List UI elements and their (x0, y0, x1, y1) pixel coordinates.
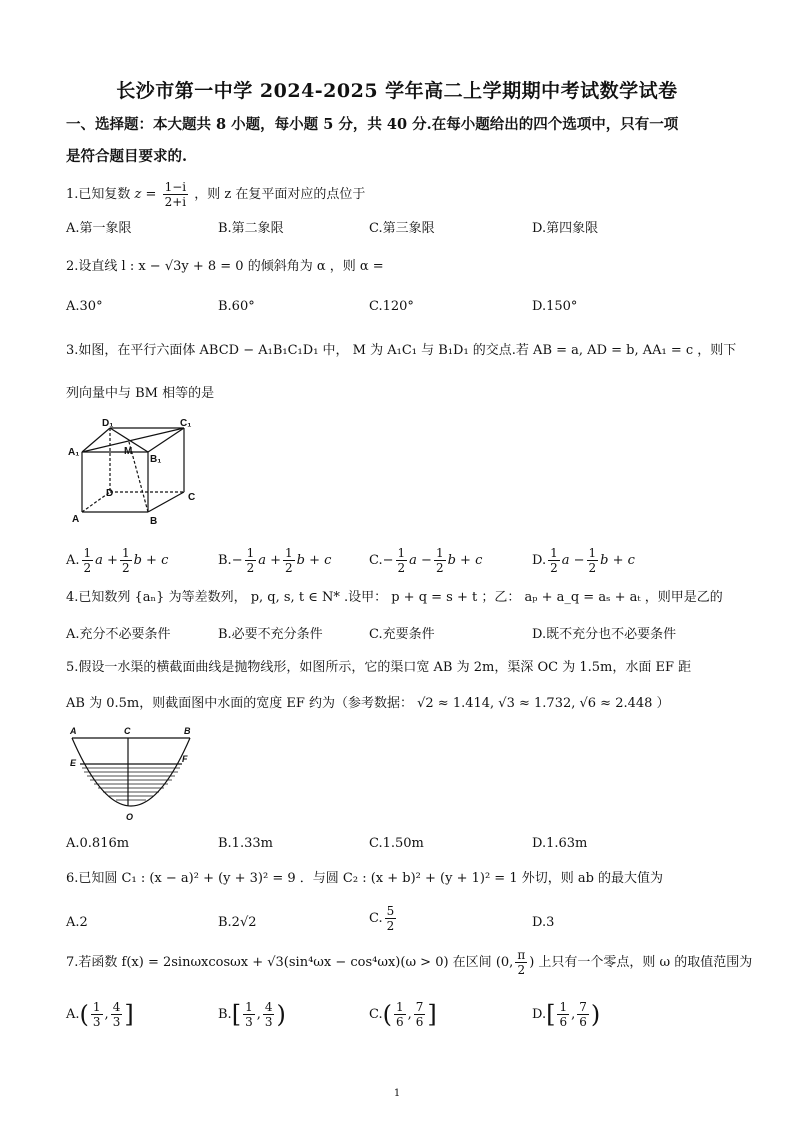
q3b-d1: 2 (246, 561, 255, 575)
q3-option-a[interactable] (66, 546, 168, 575)
q3d-frac2 (587, 546, 599, 575)
q3c-n1: 1 (397, 546, 406, 560)
q7b-open: [ (231, 1000, 242, 1029)
q2-option-a[interactable]: A.30° (66, 299, 103, 314)
q3c-prefix: C. (369, 553, 383, 568)
q6c-prefix: C. (369, 911, 383, 926)
q7d-prefix: D. (532, 1007, 547, 1022)
q7c-close: ] (427, 1000, 437, 1029)
q7-text-a: 7.若函数 f(x) = 2sinωxcosωx + √3(sin⁴ωx − cos⁴ωx)(ω > 0) 在区间 (66, 955, 492, 970)
q7a-open: ( (79, 1000, 89, 1029)
q7b-frac2 (263, 1000, 275, 1029)
q7a-n2: 4 (112, 1000, 121, 1014)
q3d-c2: b + c (600, 553, 635, 568)
section-heading-line1: 一、选择题：本大题共 8 小题，每小题 5 分，共 40 分.在每小题给出的四个选项中，只有一项 (66, 116, 679, 133)
q6-options (66, 904, 736, 940)
q3-option-b[interactable] (218, 546, 331, 575)
q4-option-a[interactable]: A.充分不必要条件 (66, 627, 171, 642)
q1-option-c[interactable]: C.第三象限 (369, 221, 435, 236)
q3d-d2: 2 (588, 561, 597, 575)
q5-option-c[interactable]: C.1.50m (369, 836, 424, 851)
q3a-n1: 1 (83, 546, 92, 560)
q7d-frac1 (557, 1000, 569, 1029)
question-1 (66, 180, 736, 209)
q3b-n2: 1 (285, 546, 293, 560)
q2-option-d[interactable]: D.150° (532, 299, 578, 314)
q7-option-a[interactable]: A.( $\frac{1}{3}$ , $\frac{4}{3}$ ] (66, 1000, 134, 1029)
question-5-line1: 5.假设一水渠的横截面曲线是抛物线形，如图所示，它的渠口宽 AB 为 2m，渠深 OC 为 1.5m，水面 EF 距 (66, 660, 692, 675)
q4-option-d[interactable]: D.既不充分也不必要条件 (532, 627, 677, 642)
q7c-prefix: C. (369, 1007, 383, 1022)
q3a-frac2 (120, 546, 132, 575)
q1-option-d[interactable]: D.第四象限 (532, 221, 599, 236)
q7a-frac1 (91, 1000, 103, 1029)
q3a-frac1 (82, 546, 94, 575)
q3a-d2: 2 (121, 561, 130, 575)
q1-options (66, 218, 736, 242)
q3a-c1: a + (95, 553, 118, 568)
q3d-n2: 1 (588, 546, 597, 560)
q6c-den: 2 (386, 919, 395, 933)
q3b-frac2 (283, 546, 295, 575)
question-4: 4.已知数列 {aₙ} 为等差数列， p, q, s, t ∈ N* .设甲： p + q = s + t ；乙： aₚ + a_q = aₛ + aₜ ，则甲是乙的 (66, 590, 723, 605)
q3d-n1: 1 (550, 546, 558, 560)
q3c-c1: a − (409, 553, 432, 568)
q3d-c1: a − (561, 553, 585, 568)
question-5-line2: AB 为 0.5m，则截面图中水面的宽度 EF 约为（参考数据： √2 ≈ 1.414, √3 ≈ 1.732, √6 ≈ 2.448 ） (66, 696, 670, 711)
q3b-prefix: B. (218, 553, 232, 568)
q2-options (66, 296, 736, 320)
q3c-frac2 (434, 546, 446, 575)
q7c-d1: 6 (396, 1015, 404, 1029)
q3-option-c[interactable] (369, 546, 482, 575)
q3c-n2: 1 (435, 546, 444, 560)
parabola-channel-figure (66, 724, 198, 824)
q7c-open: ( (382, 1000, 392, 1029)
question-2: 2.设直线 l : x − √3y + 8 = 0 的倾斜角为 α ，则 α = (66, 259, 384, 274)
q5-option-d[interactable]: D.1.63m (532, 836, 588, 851)
label-a1: A₁ (68, 447, 80, 458)
q6-option-b[interactable]: B.2√2 (218, 915, 257, 930)
q7c-n2: 7 (415, 1000, 424, 1014)
q7d-open: [ (546, 1000, 556, 1029)
q4-option-c[interactable]: C.充要条件 (369, 627, 435, 642)
label-d1: D₁ (102, 418, 114, 429)
q7-options (66, 1000, 736, 1040)
q7-pi-den: 2 (517, 963, 526, 977)
q7-option-d[interactable]: D.[ $\frac{1}{6}$ , $\frac{7}{6}$ ) (532, 1000, 601, 1029)
q3c-sign1: − (382, 553, 394, 568)
q7a-d2: 3 (112, 1015, 121, 1029)
q7a-n1: 1 (92, 1000, 101, 1014)
q7b-d2: 3 (264, 1015, 273, 1029)
q3a-n2: 1 (121, 546, 130, 560)
parallelepiped-figure (66, 416, 206, 534)
q6-option-a[interactable]: A.2 (66, 915, 88, 930)
label-m: M (124, 446, 133, 457)
label-c1: C₁ (180, 418, 192, 429)
q3d-frac1 (548, 546, 560, 575)
q7-pi-frac (515, 948, 527, 977)
question-7 (66, 948, 753, 977)
label-O: O (126, 812, 134, 822)
q3c-d2: 2 (435, 561, 444, 575)
q7d-close: ) (590, 1000, 601, 1029)
question-3-line1: 3.如图，在平行六面体 ABCD − A₁B₁C₁D₁ 中， M 为 A₁C₁ 与 B₁D₁ 的交点.若 AB = a, AD = b, AA₁ = c ，则下 (66, 343, 737, 358)
q1-text-a: 1.已知复数 (66, 187, 131, 202)
q3a-prefix: A. (66, 553, 80, 568)
q1-text-b: ，则 z 在复平面对应的点位于 (194, 187, 366, 202)
q1-option-a[interactable]: A.第一象限 (66, 221, 132, 236)
q3b-c2: b + c (296, 553, 332, 568)
question-6: 6.已知圆 C₁ : (x − a)² + (y + 3)² = 9 ．与圆 C₂ : (x + b)² + (y + 1)² = 1 外切，则 ab 的最大值为 (66, 871, 664, 886)
q7-text-b: 上只有一个零点，则 ω 的取值范围为 (538, 955, 753, 970)
q3c-frac1 (396, 546, 408, 575)
section-heading-line2: 是符合题目要求的. (66, 148, 188, 165)
q6c-num: 5 (386, 904, 395, 918)
q7d-frac2 (577, 1000, 589, 1029)
q3b-n1: 1 (246, 546, 255, 560)
label-c: C (188, 492, 196, 503)
q3-option-d[interactable] (532, 546, 635, 575)
q1-option-b[interactable]: B.第二象限 (218, 221, 284, 236)
q7-interval-open: (0, (495, 955, 514, 970)
q6-option-c[interactable] (369, 904, 398, 933)
label-F: F (182, 754, 188, 764)
q4-options (66, 624, 736, 648)
q7b-d1: 3 (245, 1015, 253, 1029)
label-d: D (106, 488, 114, 499)
q7-pi-num: π (517, 948, 526, 962)
q7c-n1: 1 (396, 1000, 404, 1014)
label-a: A (72, 514, 80, 525)
q3d-d1: 2 (550, 561, 558, 575)
label-B: B (184, 726, 191, 736)
q7b-n2: 4 (264, 1000, 273, 1014)
q3b-frac1 (245, 546, 257, 575)
q3b-c1: a + (258, 553, 282, 568)
label-A: A (70, 726, 77, 736)
q2-option-b[interactable]: B.60° (218, 299, 255, 314)
label-b1: B₁ (150, 454, 162, 465)
label-C: C (124, 726, 131, 736)
q3d-prefix: D. (532, 553, 547, 568)
q3b-d2: 2 (285, 561, 293, 575)
q7-option-b[interactable]: B.[ $\frac{1}{3}$ , $\frac{4}{3}$ ) (218, 1000, 286, 1029)
page-title: 长沙市第一中学 2024-2025 学年高二上学期期中考试数学试卷 (116, 80, 678, 102)
q5-option-b[interactable]: B.1.33m (218, 836, 273, 851)
q7c-frac1 (394, 1000, 406, 1029)
q7c-frac2 (414, 1000, 426, 1029)
question-3-line2: 列向量中与 BM 相等的是 (66, 386, 215, 401)
q1-fraction (163, 180, 189, 209)
q7d-d1: 6 (559, 1015, 568, 1029)
q3a-c2: b + c (133, 553, 169, 568)
q7a-prefix: A. (66, 1007, 80, 1022)
q7-interval-close: ) (529, 955, 535, 970)
q7d-n2: 7 (579, 1000, 587, 1014)
q7b-prefix: B. (218, 1007, 232, 1022)
q7b-frac1 (243, 1000, 255, 1029)
q5-option-a[interactable]: A.0.816m (66, 836, 130, 851)
q3a-d1: 2 (83, 561, 92, 575)
label-E: E (70, 758, 77, 768)
q1-denominator: 2+i (164, 195, 187, 209)
q7d-d2: 6 (579, 1015, 587, 1029)
q3b-sign1: − (231, 553, 243, 568)
q7c-d2: 6 (415, 1015, 424, 1029)
q7-option-c[interactable]: C.( $\frac{1}{6}$ , $\frac{7}{6}$ ] (369, 1000, 437, 1029)
q2-option-c[interactable]: C.120° (369, 299, 414, 314)
q1-z: z = (134, 187, 157, 202)
q7a-d1: 3 (92, 1015, 101, 1029)
q1-numerator: 1−i (164, 180, 187, 194)
q4-option-b[interactable]: B.必要不充分条件 (218, 627, 323, 642)
q6c-frac (385, 904, 397, 933)
q7b-close: ) (276, 1000, 286, 1029)
q7d-n1: 1 (559, 1000, 568, 1014)
label-b: B (150, 516, 158, 527)
q7b-n1: 1 (245, 1000, 253, 1014)
q7a-frac2 (111, 1000, 123, 1029)
q3c-c2: b + c (447, 553, 483, 568)
page-number: 1 (393, 1088, 401, 1099)
q3-options (66, 546, 736, 576)
q7a-close: ] (124, 1000, 134, 1029)
q6-option-d[interactable]: D.3 (532, 915, 555, 930)
q5-options (66, 833, 736, 857)
q3c-d1: 2 (397, 561, 406, 575)
